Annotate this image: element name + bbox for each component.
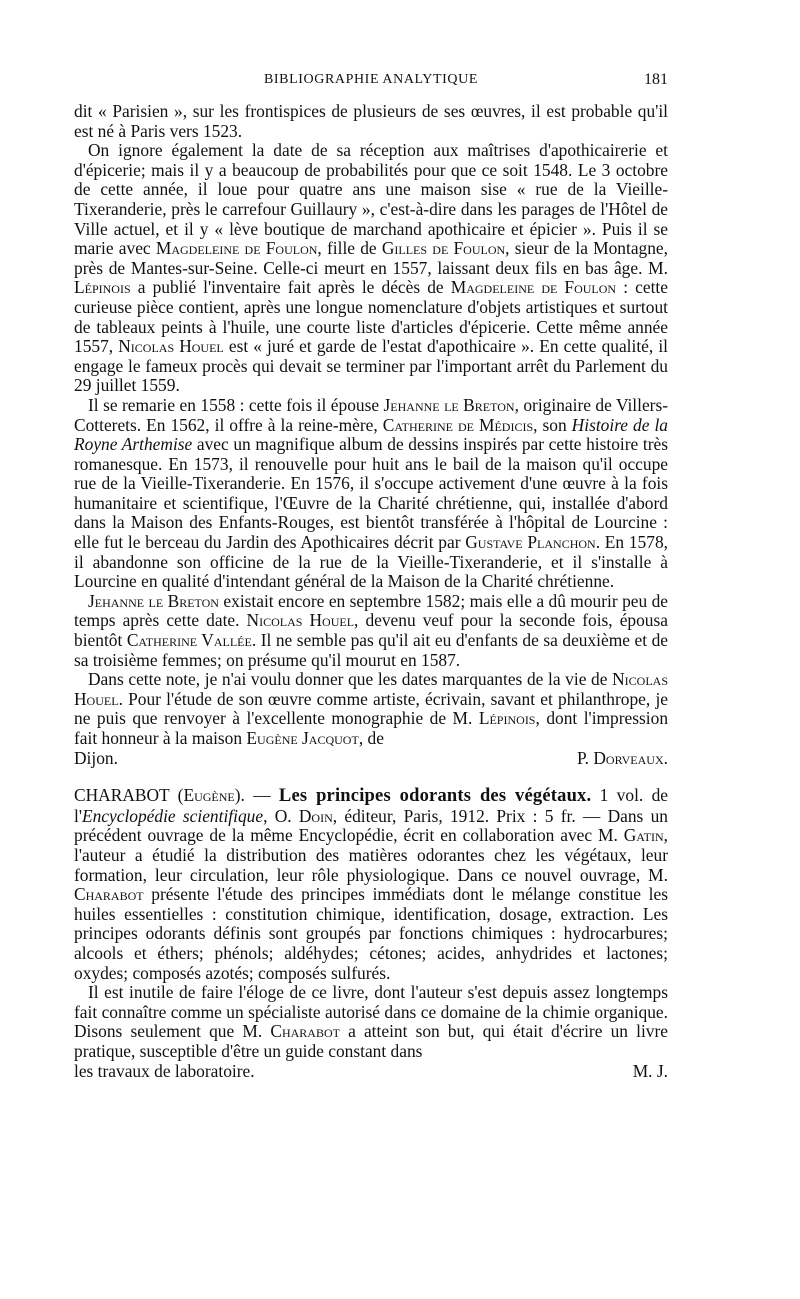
person-name: Nicolas Houel <box>74 669 668 709</box>
person-name: Catherine de Médicis <box>382 414 534 435</box>
person-name: Lépinois <box>478 708 536 729</box>
paragraph: dit « Parisien », sur les frontispices de plusieurs de ses œuvres, il est probable qu'il est né à Paris vers 1523. <box>74 101 668 141</box>
running-title: BIBLIOGRAPHIE ANALYTIQUE <box>263 72 479 87</box>
review-author-first: (Eugène). <box>177 785 245 806</box>
paragraph: On ignore également la date de sa réception aux maîtrises d'apothicairerie et d'épicerie; mais il y a beaucoup de probabilités pour que ce soit 1548. Le 3 octobre de cette année, il loue pour quatre ans une maison sise « rue de la Vieille-Tixeranderie, près le carrefour Guillaury », c'est-à-dire dans les parages de l'Hôtel de Ville actuel, et il y « lève boutique de marchand apothicaire et épicier ». Puis il se marie avec Magdeleine de Foulon, fille de Gilles de Foulon, sieur de la Montagne, près de Mantes-sur-Seine. Celle-ci meurt en 1557, laissant deux fils en bas âge. M. Lépinois a publié l'inventaire fait après le décès de Magdeleine de Foulon : cette curieuse pièce contient, après une longue nomenclature d'objets artistiques et surtout de tableaux peints à l'huile, une courte liste d'articles d'épicerie. Cette même année 1557, Nicolas Houel est « juré et garde de l'estat d'apothicaire ». En cette qualité, il engage le fameux procès qui devait se terminer par l'important arrêt du Parlement du 29 juillet 1559. <box>74 140 668 396</box>
person-name: Gustave Planchon <box>465 532 596 553</box>
person-name: Eugène Jacquot <box>246 728 359 748</box>
person-name: Jehanne le Breton <box>383 394 515 415</box>
person-name: Gilles de Foulon <box>381 238 506 259</box>
page-number: 181 <box>644 71 668 88</box>
person-name: Nicolas Houel <box>118 336 224 357</box>
paragraph: Jehanne le Breton existait encore en septembre 1582; mais elle a dû mourir peu de temps après cette date. Nicolas Houel, devenu veuf pour la seconde fois, épousa bientôt Catherine Vallée. Il ne semble pas qu'il ait eu d'enfants de sa deuxième et de sa troisième femmes; on présume qu'il mourut en 1587. <box>74 590 669 670</box>
signature-line: les travaux de laboratoire. M. J. <box>74 1060 668 1081</box>
review-entry <box>74 786 668 1081</box>
paragraph: Il est inutile de faire l'éloge de ce livre, dont l'auteur s'est depuis assez longtemps fait connaître comme un spécialiste autorisé dans ce domaine de la chimie organique. Disons seulement que M. Charabot a atteint son but, qui était d'écrire un livre pratique, susceptible d'être un guide constant dans <box>74 982 668 1061</box>
person-name: Catherine Vallée <box>126 630 252 651</box>
person-name: O. Doin <box>274 805 333 826</box>
paragraph: CHARABOT (Eugène). — Les principes odorants des végétaux. 1 vol. de l'Encyclopédie scientifique, O. Doin, éditeur, Paris, 1912. Prix : 5 fr. — Dans un précédent ouvrage de la même Encyclopédie, écrit en collaboration avec M. Gatin, l'auteur a étudié la distribution des matières odorantes chez les végétaux, leur formation, leur circulation, leur rôle physiologique. Dans ce nouvel ouvrage, M. Charabot présente l'étude des principes immédiats dont le mélange constitue les huiles essentielles : constitution chimique, identification, dosage, extraction. Les principes odorants définis sont groupés par fonctions chimiques : hydrocarbures; alcools et éthers; phénols; aldéhydes; cétones; acides, anhydrides et lactones; oxydes; composés azotés; composés sulfurés. <box>74 785 668 983</box>
person-name: Magdeleine de Foulon <box>155 238 318 259</box>
person-name: Jehanne le Breton <box>88 590 219 611</box>
paragraph: Il se remarie en 1558 : cette fois il épouse Jehanne le Breton, originaire de Villers-Cotterets. En 1562, il offre à la reine-mère, Catherine de Médicis, son Histoire de la Royne Arthemise avec un magnifique album de dessins inspirés par cette histoire très romanesque. En 1573, il renouvelle pour huit ans le bail de la maison qu'il occupe rue de la Vieille-Tixeranderie. En 1576, il s'occupe activement d'une œuvre à la fois humanitaire et scientifique, l'Œuvre de la Charité chrétienne, qui, installée d'abord dans la Maison des Enfants-Rouges, est bientôt transférée à l'hôpital de Lourcine : elle fut le berceau du Jardin des Apothicaires décrit par Gustave Planchon. En 1578, il abandonne son officine de la rue de la Vieille-Tixeranderie, et il s'installe à Lourcine en qualité d'intendant général de la Maison de la Charité chrétienne. <box>74 394 669 592</box>
work-title: Encyclopédie scientifique <box>81 805 264 826</box>
person-name: Charabot <box>74 884 144 905</box>
running-head <box>74 70 668 92</box>
person-name: Nicolas Houel <box>246 610 355 631</box>
person-name: Magdeleine de Foulon <box>450 277 617 298</box>
signature: M. J. <box>632 1060 668 1081</box>
review-author: CHARABOT <box>74 785 170 806</box>
person-name: Charabot <box>270 1021 340 1042</box>
person-name: Gatin <box>623 825 664 846</box>
signature: P. Dorveaux. <box>576 747 668 768</box>
person-name: Lépinois <box>74 277 131 298</box>
work-title: Histoire de la Royne Arthemise <box>74 414 668 455</box>
signature-line: Dijon. P. Dorveaux. <box>74 747 668 768</box>
page <box>74 70 668 1081</box>
review-title: Les principes odorants des végétaux. <box>278 786 592 807</box>
paragraph: Dans cette note, je n'ai voulu donner que les dates marquantes de la vie de Nicolas Houel. Pour l'étude de son œuvre comme artiste, écrivain, savant et philanthrope, je ne puis que renvoyer à l'excellente monographie de M. Lépinois, dont l'impression fait honneur à la maison Eugène Jacquot, de <box>74 669 669 748</box>
